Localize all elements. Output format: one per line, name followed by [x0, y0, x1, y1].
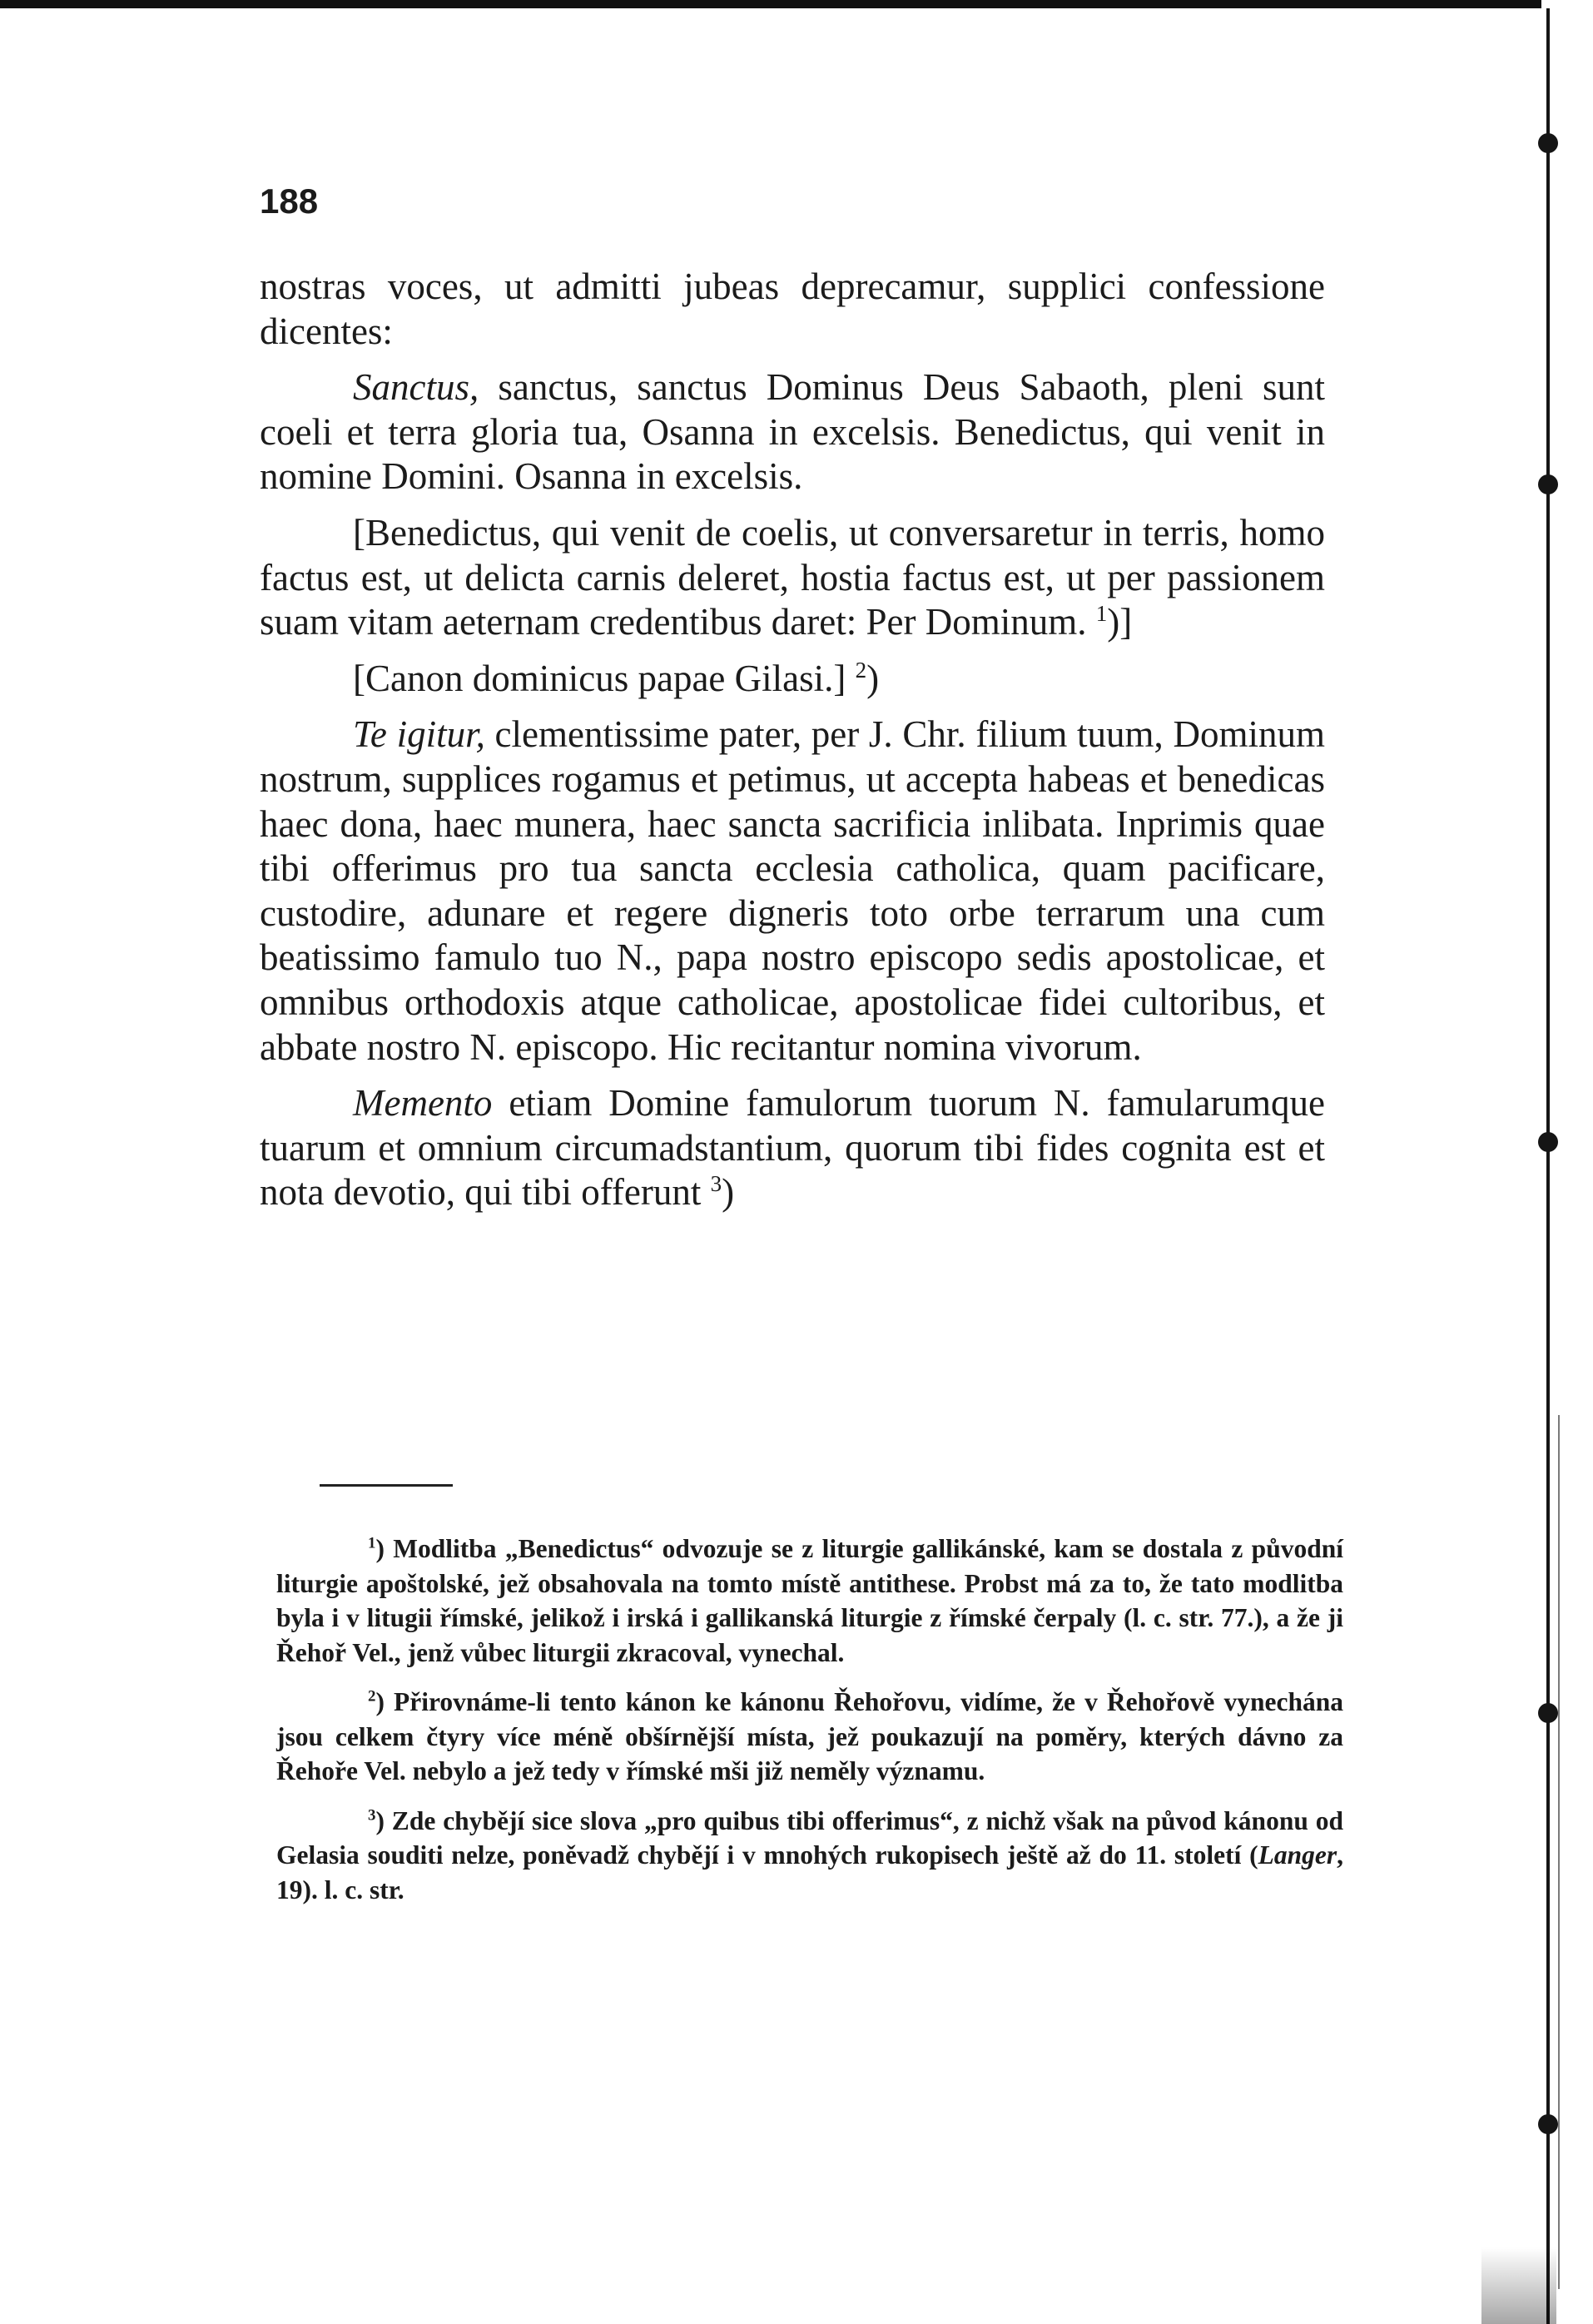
- footnote-author: Langer: [1258, 1840, 1337, 1870]
- footnote-text: ) Modlitba „Benedictus“ odvozuje se z liturgie gallikánské, kam se dostala z původní liturgie apoštolské, jež obsahovala na tomto místě antithese. Probst má za to, že tato modlitba byla i v litugii římské, jelikož i irská i gallikanská liturgie z římské čerpaly (l. c. str. 77.), a že ji Řehoř Vel., jenž vůbec liturgii zkracoval, vynechal.: [276, 1534, 1343, 1667]
- footnote-2: [276, 1685, 1343, 1789]
- benedictus-close: )]: [1107, 601, 1133, 643]
- footnote-text-end: , 19). l. c. str.: [276, 1840, 1343, 1904]
- footnote-3: [276, 1804, 1343, 1908]
- memento-text: etiam Domine famulorum tuorum N. famularumque tuarum et omnium circumadstantium, quorum tibi fides cognita est et nota devotio, qui tibi offerunt: [260, 1082, 1325, 1214]
- memento-lead: Memento: [353, 1082, 493, 1125]
- sanctus-lead: Sanctus,: [353, 366, 479, 409]
- paragraph-te-igitur: [260, 713, 1325, 1070]
- scan-edge-mark: [1538, 1703, 1558, 1723]
- paragraph-memento: [260, 1081, 1325, 1215]
- scan-right-edge-line-secondary: [1558, 1415, 1560, 2289]
- page-number: 188: [260, 181, 319, 221]
- main-text: [260, 265, 1325, 1215]
- canon-heading: [260, 657, 1325, 702]
- te-igitur-text: clementissime pater, per J. Chr. filium tuum, Dominum nostrum, supplices rogamus et petimus, ut accepta habeas et benedicas haec dona, haec munera, haec sancta sacrificia inlibata. Inprimis quae tibi offerimus pro tua sancta ecclesia catholica, quam pacificare, custodire, adunare et regere digneris toto orbe terrarum una cum beatissimo famulo tuo N., papa nostro episcopo sedis apostolicae, et omnibus orthodoxis atque catholicae, apostolicae fidei cultoribus, et abbate nostro N. episcopo. Hic recitantur nomina vivorum.: [260, 713, 1325, 1068]
- canon-heading-text: [Canon dominicus papae Gilasi.]: [353, 657, 846, 699]
- footnote-1: [276, 1532, 1343, 1670]
- scan-edge-mark: [1538, 133, 1558, 153]
- paragraph-preface-end: nostras voces, ut admitti jubeas deprecamur, supplici confessione dicentes:: [260, 266, 1325, 352]
- footnote-text: ) Zde chybějí sice slova „pro quibus tibi offerimus“, z nichž však na původ kánonu od Gelasia souditi nelze, poněvadž chybějí i v mnohých rukopisech ještě až do 11. století (: [276, 1805, 1343, 1870]
- sanctus-text: sanctus, sanctus Dominus Deus Sabaoth, pleni sunt coeli et terra gloria tua, Osanna in excelsis. Benedictus, qui venit in nomine Domini. Osanna in excelsis.: [260, 366, 1325, 498]
- canon-heading-close: ): [866, 657, 880, 699]
- benedictus-text: [Benedictus, qui venit de coelis, ut conversaretur in terris, homo factus est, ut delicta carnis deleret, hostia factus est, ut per passionem suam vitam aeternam credentibus daret: Per Dominum.: [260, 511, 1325, 643]
- footnote-ref-3: 3: [710, 1171, 722, 1197]
- te-igitur-lead: Te igitur,: [353, 713, 485, 756]
- footnote-ref-2: 2: [855, 657, 867, 683]
- scan-top-edge: [0, 0, 1593, 8]
- scan-edge-mark: [1538, 1132, 1558, 1152]
- footnote-mark: 1: [368, 1534, 376, 1552]
- footnote-mark: 2: [368, 1687, 376, 1706]
- footnote-ref-1: 1: [1095, 600, 1108, 626]
- scan-corner-shadow: [1481, 2247, 1556, 2324]
- scan-edge-mark: [1538, 2114, 1558, 2134]
- paragraph-sanctus: [260, 365, 1325, 499]
- footnote-text: ) Přirovnáme-li tento kánon ke kánonu Řehořovu, vidíme, že v Řehořově vynechána jsou celkem čtyry více méně obšírnější místa, jež poukazují na poměry, kterých dávno za Řehoře Vel. nebylo a jež tedy v římské mši již neměly významu.: [276, 1687, 1343, 1785]
- scan-edge-mark: [1538, 474, 1558, 494]
- footnotes: [276, 1532, 1343, 1922]
- paragraph-benedictus: [260, 511, 1325, 645]
- footnote-mark: 3: [368, 1806, 376, 1825]
- scan-right-edge-line: [1546, 8, 1550, 2324]
- memento-close: ): [722, 1171, 735, 1214]
- footnote-divider: [320, 1484, 453, 1487]
